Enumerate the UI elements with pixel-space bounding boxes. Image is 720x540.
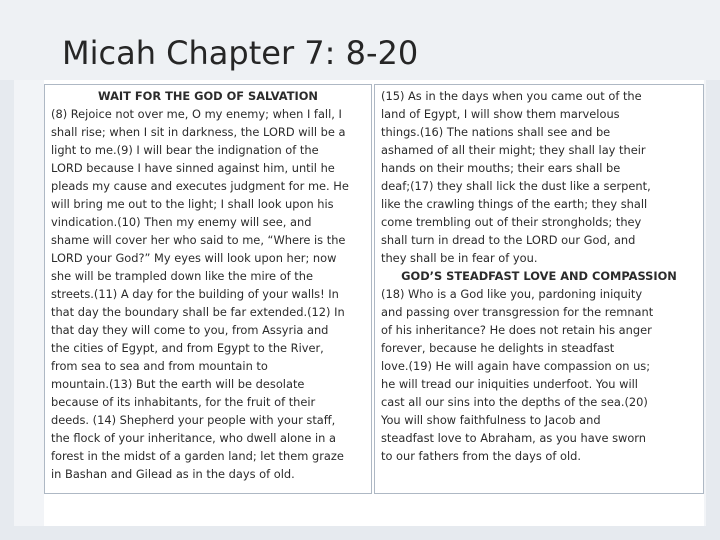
text-line: steadfast love to Abraham, as you have sworn bbox=[381, 431, 646, 445]
text-line: he will tread our iniquities underfoot. You will bbox=[381, 377, 638, 391]
text-line: forever, because he delights in steadfast bbox=[381, 341, 615, 355]
text-line: they shall be in fear of you. bbox=[381, 251, 538, 265]
text-line: light to me.(9) I will bear the indignation of the bbox=[51, 143, 319, 157]
text-line: shame will cover her who said to me, “Where is the bbox=[51, 233, 346, 247]
text-line: she will be trampled down like the mire of the bbox=[51, 269, 313, 283]
text-line: hands on their mouths; their ears shall be bbox=[381, 161, 621, 175]
text-line: LORD because I have sinned against him, until he bbox=[51, 161, 335, 175]
text-line: shall turn in dread to the LORD our God, and bbox=[381, 233, 636, 247]
text-line: the cities of Egypt, and from Egypt to the River, bbox=[51, 341, 324, 355]
left-margin bbox=[14, 80, 44, 526]
text-line: that day they will come to you, from Assyria and bbox=[51, 323, 329, 337]
text-line: cast all our sins into the depths of the sea.(20) bbox=[381, 395, 648, 409]
section-heading-left: WAIT FOR THE GOD OF SALVATION bbox=[98, 89, 318, 103]
text-line: come trembling out of their strongholds; they bbox=[381, 215, 642, 229]
left-lines bbox=[51, 105, 365, 483]
text-line: mountain.(13) But the earth will be desolate bbox=[51, 377, 305, 391]
text-line: (15) As in the days when you came out of the bbox=[381, 89, 642, 103]
text-line: will bring me out to the light; I shall look upon his bbox=[51, 197, 334, 211]
section-heading-right: GOD’S STEADFAST LOVE AND COMPASSION bbox=[401, 269, 677, 283]
right-margin bbox=[704, 80, 706, 526]
text-line: streets.(11) A day for the building of your walls! In bbox=[51, 287, 339, 301]
text-line: that day the boundary shall be far extended.(12) In bbox=[51, 305, 345, 319]
text-line: things.(16) The nations shall see and be bbox=[381, 125, 611, 139]
text-line: (18) Who is a God like you, pardoning iniquity bbox=[381, 287, 643, 301]
text-line: in Bashan and Gilead as in the days of old. bbox=[51, 467, 295, 481]
text-line: love.(19) He will again have compassion on us; bbox=[381, 359, 651, 373]
text-line: vindication.(10) Then my enemy will see, and bbox=[51, 215, 312, 229]
text-line: shall rise; when I sit in darkness, the LORD will be a bbox=[51, 125, 346, 139]
right-lines-before bbox=[381, 87, 697, 267]
text-line: land of Egypt, I will show them marvelous bbox=[381, 107, 620, 121]
text-line: You will show faithfulness to Jacob and bbox=[381, 413, 601, 427]
left-text-column bbox=[44, 84, 372, 494]
text-line: to our fathers from the days of old. bbox=[381, 449, 582, 463]
text-line: deaf;(17) they shall lick the dust like a serpent, bbox=[381, 179, 651, 193]
text-line: of his inheritance? He does not retain his anger bbox=[381, 323, 652, 337]
text-line: the flock of your inheritance, who dwell alone in a bbox=[51, 431, 336, 445]
text-line: deeds. (14) Shepherd your people with your staff, bbox=[51, 413, 336, 427]
text-line: ashamed of all their might; they shall lay their bbox=[381, 143, 646, 157]
text-line: LORD your God?” My eyes will look upon her; now bbox=[51, 251, 337, 265]
text-line: pleads my cause and executes judgment for me. He bbox=[51, 179, 349, 193]
page-title: Micah Chapter 7: 8-20 bbox=[62, 34, 419, 72]
text-line: forest in the midst of a garden land; let them graze bbox=[51, 449, 344, 463]
text-line: like the crawling things of the earth; they shall bbox=[381, 197, 648, 211]
text-line: from sea to sea and from mountain to bbox=[51, 359, 268, 373]
text-line: (8) Rejoice not over me, O my enemy; when I fall, I bbox=[51, 107, 342, 121]
right-lines-after bbox=[381, 285, 697, 465]
text-line: because of its inhabitants, for the fruit of their bbox=[51, 395, 316, 409]
right-text-column bbox=[374, 84, 704, 494]
text-line: and passing over transgression for the remnant bbox=[381, 305, 654, 319]
